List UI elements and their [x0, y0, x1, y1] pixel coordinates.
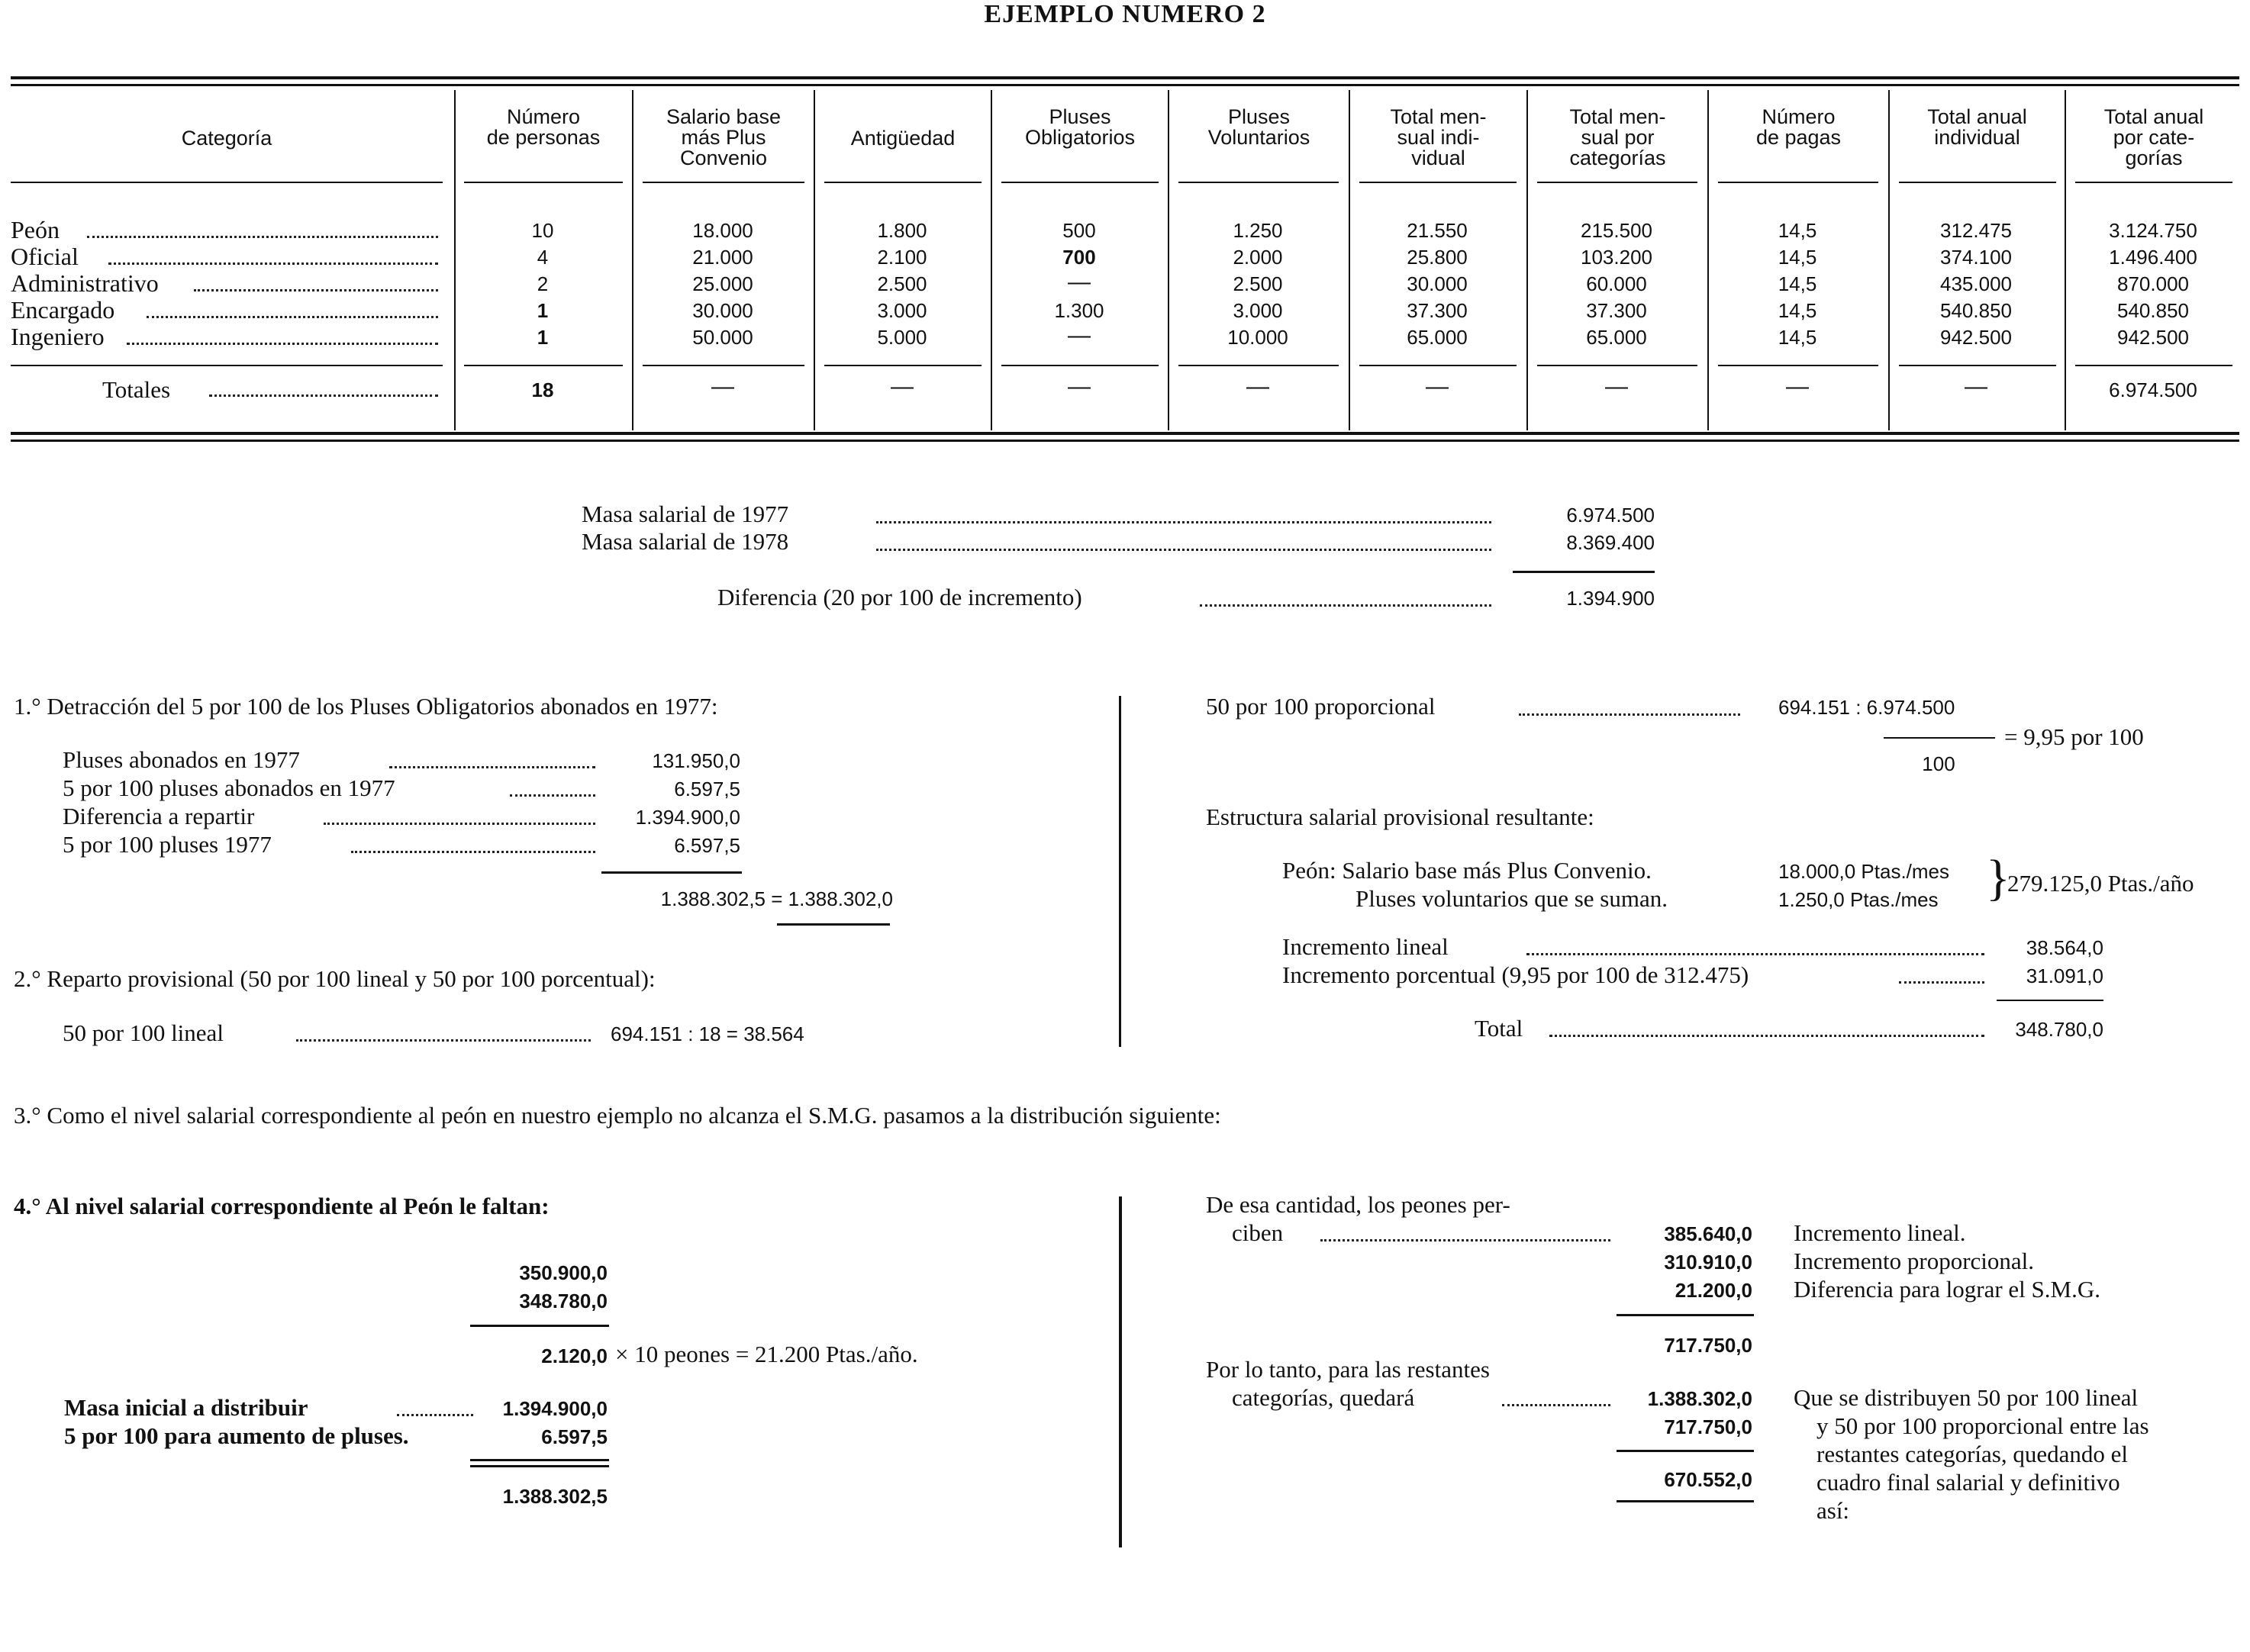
header-pluses-obligatorios: Pluses Obligatorios: [1024, 105, 1136, 149]
s1-row-value: 6.597,5: [674, 834, 740, 857]
row-label: Peón: [11, 216, 60, 243]
row-label: Administrativo: [11, 269, 159, 297]
s4-value-3-suffix: × 10 peones = 21.200 Ptas./año.: [615, 1341, 918, 1367]
aumento-label: 5 por 100 para aumento de pluses.: [64, 1422, 409, 1449]
peones-value: 21.200,0: [1675, 1279, 1752, 1302]
totals-cell: 18: [531, 378, 554, 401]
distrib-line: y 50 por 100 proporcional entre las: [1816, 1412, 2149, 1439]
totals-label: Totales: [102, 376, 171, 403]
peones-value: 310.910,0: [1664, 1251, 1752, 1274]
leader-dots: [87, 236, 438, 238]
table-cell: 942.500: [2117, 326, 2189, 349]
table-cell: 21.550: [1407, 219, 1468, 242]
row-label: Encargado: [11, 296, 115, 324]
totals-cell: —: [1246, 374, 1269, 399]
table-cell: 50.000: [692, 326, 753, 349]
peon-line-2-label: Pluses voluntarios que se suman.: [1355, 885, 1668, 912]
s4-value-2: 348.780,0: [519, 1290, 608, 1312]
header-total-mensual-individual: Total men- sual indi- vidual: [1390, 105, 1487, 169]
prop-result: = 9,95 por 100: [2004, 723, 2144, 750]
masa-1977-value: 6.974.500: [1566, 504, 1655, 527]
s2-lineal-label: 50 por 100 lineal: [63, 1019, 224, 1046]
table-cell: 30.000: [1407, 272, 1468, 295]
header-categoria: Categoría: [181, 127, 272, 150]
restantes-value: 1.388.302,0: [1647, 1387, 1752, 1410]
peon-line-1-value: 18.000,0 Ptas./mes: [1778, 860, 1950, 883]
masa-1977-label: Masa salarial de 1977: [582, 501, 789, 527]
column-divider-2: [1119, 1196, 1122, 1547]
column-divider-1: [1119, 696, 1121, 1047]
table-cell: 65.000: [1407, 326, 1468, 349]
table-cell: 942.500: [1940, 326, 2012, 349]
table-cell: —: [1068, 269, 1091, 295]
s1-row-label: 5 por 100 pluses 1977: [63, 831, 272, 858]
s1-row-label: 5 por 100 pluses abonados en 1977: [63, 774, 395, 801]
header-antiguedad: Antigüedad: [850, 127, 956, 150]
table-cell: 2: [537, 272, 549, 295]
s2-lineal-value: 694.151 : 18 = 38.564: [611, 1022, 804, 1045]
table-cell: 2.500: [1233, 272, 1283, 295]
table-cell: 1.250: [1233, 219, 1283, 242]
peones-perciben-line-1: De esa cantidad, los peones per-: [1206, 1191, 1510, 1218]
prop-label: 50 por 100 proporcional: [1206, 693, 1436, 720]
s1-row-value: 1.394.900,0: [635, 806, 740, 829]
table-cell: —: [1068, 323, 1091, 348]
table-cell: 60.000: [1586, 272, 1647, 295]
masa-inicial-label: Masa inicial a distribuir: [64, 1394, 308, 1421]
row-label: Oficial: [11, 243, 79, 270]
table-cell: 2.100: [877, 246, 927, 269]
inc-lineal-value: 38.564,0: [2026, 936, 2103, 959]
peones-note: Diferencia para lograr el S.M.G.: [1794, 1276, 2100, 1303]
totals-cell: —: [1965, 374, 1987, 399]
section-1-heading: 1.° Detracción del 5 por 100 de los Pluses Obligatorios abonados en 1977:: [14, 693, 718, 720]
table-cell: 37.300: [1586, 299, 1647, 322]
page-title: EJEMPLO NUMERO 2: [984, 0, 1266, 28]
table-cell: 10: [531, 219, 554, 242]
table-cell: 3.000: [1233, 299, 1283, 322]
totals-cell: —: [1786, 374, 1809, 399]
diferencia-value: 1.394.900: [1566, 587, 1655, 610]
aumento-value: 6.597,5: [541, 1425, 608, 1448]
s4-value-1: 350.900,0: [519, 1261, 608, 1284]
header-pluses-voluntarios: Pluses Voluntarios: [1207, 105, 1310, 149]
s1-row-value: 131.950,0: [652, 749, 740, 772]
masa-1978-label: Masa salarial de 1978: [582, 528, 789, 555]
table-cell: 2.500: [877, 272, 927, 295]
header-numero-pagas: Número de pagas: [1755, 105, 1842, 149]
table-cell: 215.500: [1581, 219, 1652, 242]
inc-porc-label: Incremento porcentual (9,95 por 100 de 312.475): [1282, 961, 1749, 988]
table-cell: 435.000: [1940, 272, 2012, 295]
peones-note: Incremento lineal.: [1794, 1219, 1966, 1246]
restantes-value: 717.750,0: [1664, 1415, 1752, 1438]
totals-cell: 6.974.500: [2109, 378, 2197, 401]
section-2-heading: 2.° Reparto provisional (50 por 100 lineal y 50 por 100 porcentual):: [14, 965, 656, 992]
section-4-heading: 4.° Al nivel salarial correspondiente al Peón le faltan:: [14, 1193, 550, 1219]
masa-1978-value: 8.369.400: [1566, 531, 1655, 554]
prop-fraction-bottom: 100: [1922, 752, 1955, 775]
total-value: 348.780,0: [2015, 1018, 2103, 1041]
table-cell: 4: [537, 246, 549, 269]
distrib-line: restantes categorías, quedando el: [1816, 1441, 2128, 1467]
table-cell: 18.000: [692, 219, 753, 242]
leader-dots: [127, 343, 438, 345]
s4-value-3: 2.120,0: [541, 1344, 608, 1367]
table-cell: 14,5: [1778, 219, 1817, 242]
distrib-line: Que se distribuyen 50 por 100 lineal: [1794, 1384, 2139, 1411]
totals-cell: —: [891, 374, 914, 399]
restantes-line-2: categorías, quedará: [1232, 1384, 1415, 1411]
table-cell: 312.475: [1940, 219, 2012, 242]
table-cell: 540.850: [1940, 299, 2012, 322]
table-cell: 5.000: [877, 326, 927, 349]
table-cell: 1: [537, 299, 549, 322]
distrib-line: así:: [1816, 1497, 1850, 1524]
header-salario-base: Salario base más Plus Convenio: [666, 105, 782, 169]
masa-inicial-value: 1.394.900,0: [502, 1397, 608, 1420]
table-cell: 25.800: [1407, 246, 1468, 269]
row-label: Ingeniero: [11, 323, 105, 350]
table-cell: 1.800: [877, 219, 927, 242]
s1-result: 1.388.302,5 = 1.388.302,0: [660, 887, 893, 910]
table-cell: 2.000: [1233, 246, 1283, 269]
header-total-anual-individual: Total anual individual: [1927, 105, 2027, 149]
restantes-line-1: Por lo tanto, para las restantes: [1206, 1356, 1490, 1383]
distrib-line: cuadro final salarial y definitivo: [1816, 1469, 2120, 1496]
table-cell: 37.300: [1407, 299, 1468, 322]
s4-final-value: 1.388.302,5: [502, 1485, 608, 1508]
total-label: Total: [1475, 1015, 1523, 1042]
prop-fraction-top: 694.151 : 6.974.500: [1778, 696, 1955, 719]
peones-sum: 717.750,0: [1664, 1334, 1752, 1357]
peones-value: 385.640,0: [1664, 1222, 1752, 1245]
header-total-mensual-categorias: Total men- sual por categorías: [1569, 105, 1666, 169]
header-numero-personas: Número de personas: [486, 105, 601, 149]
table-cell: 3.000: [877, 299, 927, 322]
table-cell: 1.496.400: [2109, 246, 2197, 269]
table-cell: 14,5: [1778, 246, 1817, 269]
table-cell: 21.000: [692, 246, 753, 269]
totals-cell: —: [711, 374, 734, 399]
table-cell: 1.300: [1054, 299, 1104, 322]
leader-dots: [108, 262, 438, 265]
section-3-text: 3.° Como el nivel salarial correspondiente al peón en nuestro ejemplo no alcanza el S.M.G. pasamos a la distribución siguiente:: [14, 1102, 1221, 1129]
diferencia-label: Diferencia (20 por 100 de incremento): [717, 584, 1082, 610]
peones-perciben-line-2: ciben: [1232, 1219, 1284, 1246]
inc-porc-value: 31.091,0: [2026, 964, 2103, 987]
table-cell: 30.000: [692, 299, 753, 322]
peon-line-1-label: Peón: Salario base más Plus Convenio.: [1282, 857, 1652, 884]
restantes-result: 670.552,0: [1664, 1468, 1752, 1491]
s1-row-value: 6.597,5: [674, 778, 740, 800]
leader-dots: [194, 289, 438, 291]
table-cell: 374.100: [1940, 246, 2012, 269]
table-cell: 1: [537, 326, 549, 349]
table-cell: 3.124.750: [2109, 219, 2197, 242]
table-cell: 14,5: [1778, 272, 1817, 295]
brace-icon: }: [1986, 850, 2010, 906]
table-cell: 500: [1062, 219, 1096, 242]
table-cell: 540.850: [2117, 299, 2189, 322]
table-cell: 10.000: [1227, 326, 1288, 349]
leader-dots: [147, 316, 438, 318]
s1-row-label: Diferencia a repartir: [63, 803, 255, 829]
peon-total: 279.125,0 Ptas./año: [2007, 870, 2194, 897]
table-cell: 870.000: [2117, 272, 2189, 295]
table-cell: 14,5: [1778, 326, 1817, 349]
table-cell: 700: [1062, 246, 1096, 269]
peon-line-2-value: 1.250,0 Ptas./mes: [1778, 888, 1939, 911]
header-total-anual-categorias: Total anual por cate- gorías: [2103, 105, 2204, 169]
table-cell: 103.200: [1581, 246, 1652, 269]
peones-note: Incremento proporcional.: [1794, 1248, 2035, 1274]
totals-cell: —: [1068, 374, 1091, 399]
inc-lineal-label: Incremento lineal: [1282, 933, 1449, 960]
table-cell: 25.000: [692, 272, 753, 295]
totals-cell: —: [1426, 374, 1449, 399]
table-cell: 14,5: [1778, 299, 1817, 322]
table-cell: 65.000: [1586, 326, 1647, 349]
estructura-title: Estructura salarial provisional resultante:: [1206, 803, 1594, 830]
totals-cell: —: [1605, 374, 1628, 399]
s1-row-label: Pluses abonados en 1977: [63, 746, 300, 773]
